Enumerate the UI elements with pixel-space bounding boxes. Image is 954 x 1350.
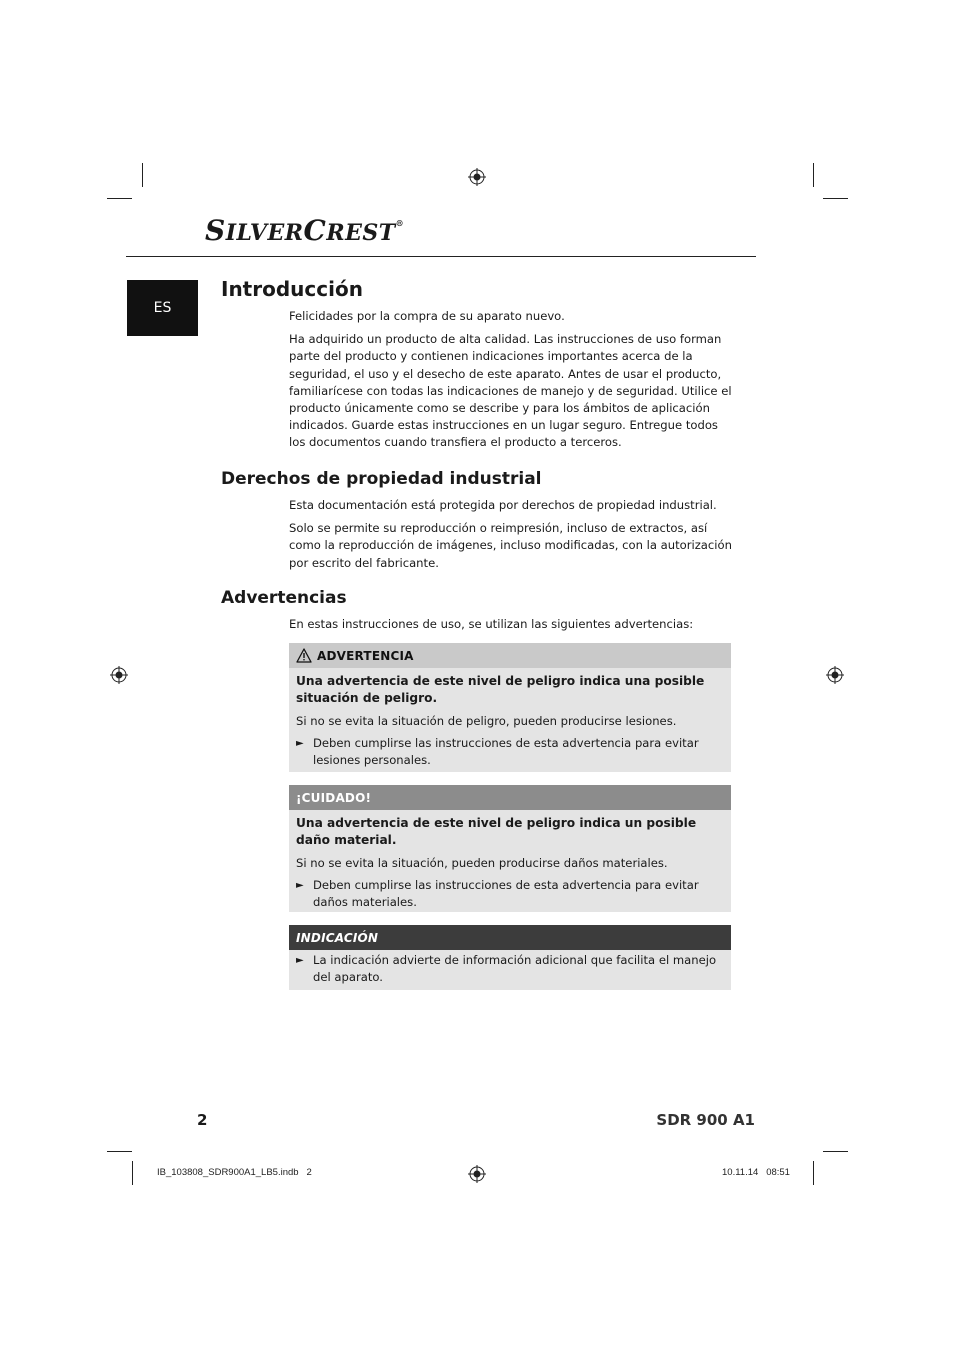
language-tab: ES <box>127 280 198 336</box>
section-title-ip-rights: Derechos de propiedad industrial <box>221 469 542 489</box>
crop-mark <box>813 163 814 187</box>
ip-paragraph: Solo se permite su reproducción o reimpresión, incluso de extractos, así como la reproducción de imágenes, incluso modificadas, con la autorización por escrito del fabricante. <box>289 521 732 570</box>
note-box-bullet: La indicación advierte de información adicional que facilita el manejo del aparato. <box>313 953 717 985</box>
warning-box-statement: Una advertencia de este nivel de peligro indica una posible situación de peligro. <box>296 674 705 705</box>
bullet-arrow-icon: ► <box>296 955 304 966</box>
header-divider <box>126 256 756 257</box>
warning-triangle-icon <box>296 648 312 663</box>
brand-logo: SILVERCREST® <box>205 214 405 247</box>
caution-box-text: Si no se evita la situación, pueden producirse daños materiales. <box>296 856 668 870</box>
model-name: SDR 900 A1 <box>656 1111 755 1129</box>
ip-text <box>289 497 735 572</box>
section-title-introduction: Introducción <box>221 277 363 301</box>
note-box-header <box>289 925 731 950</box>
crop-mark <box>813 1161 814 1185</box>
caution-box-statement: Una advertencia de este nivel de peligro indica un posible daño material. <box>296 816 697 847</box>
warning-box-text: Si no se evita la situación de peligro, pueden producirse lesiones. <box>296 714 677 728</box>
intro-text <box>289 308 735 452</box>
crop-mark <box>132 1161 133 1185</box>
page-number: 2 <box>197 1111 208 1129</box>
note-box <box>289 925 731 990</box>
intro-paragraph: Ha adquirido un producto de alta calidad. Las instrucciones de uso forman parte del producto y contienen indicaciones importantes acerca de la seguridad, el uso y el desecho de este aparato. Antes de usar el producto, familiarícese con todas las indicaciones de manejo y de seguridad. Utilice el producto únicamente como se describe y para los ámbitos de aplicación indicados. Guarde estas instrucciones en un lugar seguro. Entregue todos los documentos cuando transfiera el producto a terceros. <box>289 332 732 450</box>
note-box-body <box>289 952 731 986</box>
crop-mark <box>107 1151 132 1152</box>
list-item <box>296 735 724 769</box>
section-title-warnings: Advertencias <box>221 588 347 608</box>
print-slug-date: 10.11.14 08:51 <box>722 1167 790 1178</box>
warning-box-label: ADVERTENCIA <box>317 648 414 663</box>
warning-box-body <box>289 668 731 770</box>
warning-box <box>289 643 731 772</box>
note-box-label: INDICACIÓN <box>296 930 379 945</box>
caution-box-body <box>289 810 731 912</box>
crop-mark <box>107 198 132 199</box>
registration-mark-icon <box>110 666 128 684</box>
bullet-arrow-icon: ► <box>296 880 304 892</box>
warnings-intro: En estas instrucciones de uso, se utilizan las siguientes advertencias: <box>289 617 694 631</box>
caution-box-bullet: Deben cumplirse las instrucciones de esta advertencia para evitar daños materiales. <box>313 878 699 910</box>
print-slug-file: IB_103808_SDR900A1_LB5.indb 2 <box>157 1167 312 1178</box>
crop-mark <box>823 1151 848 1152</box>
caution-box-header <box>289 785 731 810</box>
bullet-arrow-icon: ► <box>296 738 304 750</box>
crop-mark <box>142 163 143 187</box>
registration-mark-icon <box>468 1165 486 1183</box>
ip-paragraph: Esta documentación está protegida por derechos de propiedad industrial. <box>289 498 717 512</box>
caution-box <box>289 785 731 912</box>
list-item <box>296 877 724 911</box>
caution-box-label: ¡CUIDADO! <box>296 790 372 805</box>
warning-box-bullet: Deben cumplirse las instrucciones de esta advertencia para evitar lesiones personales. <box>313 736 699 768</box>
warning-box-header <box>289 643 731 668</box>
list-item <box>296 952 724 986</box>
intro-paragraph: Felicidades por la compra de su aparato nuevo. <box>289 309 565 323</box>
registration-mark-icon <box>468 168 486 186</box>
crop-mark <box>823 198 848 199</box>
registration-mark-icon <box>826 666 844 684</box>
